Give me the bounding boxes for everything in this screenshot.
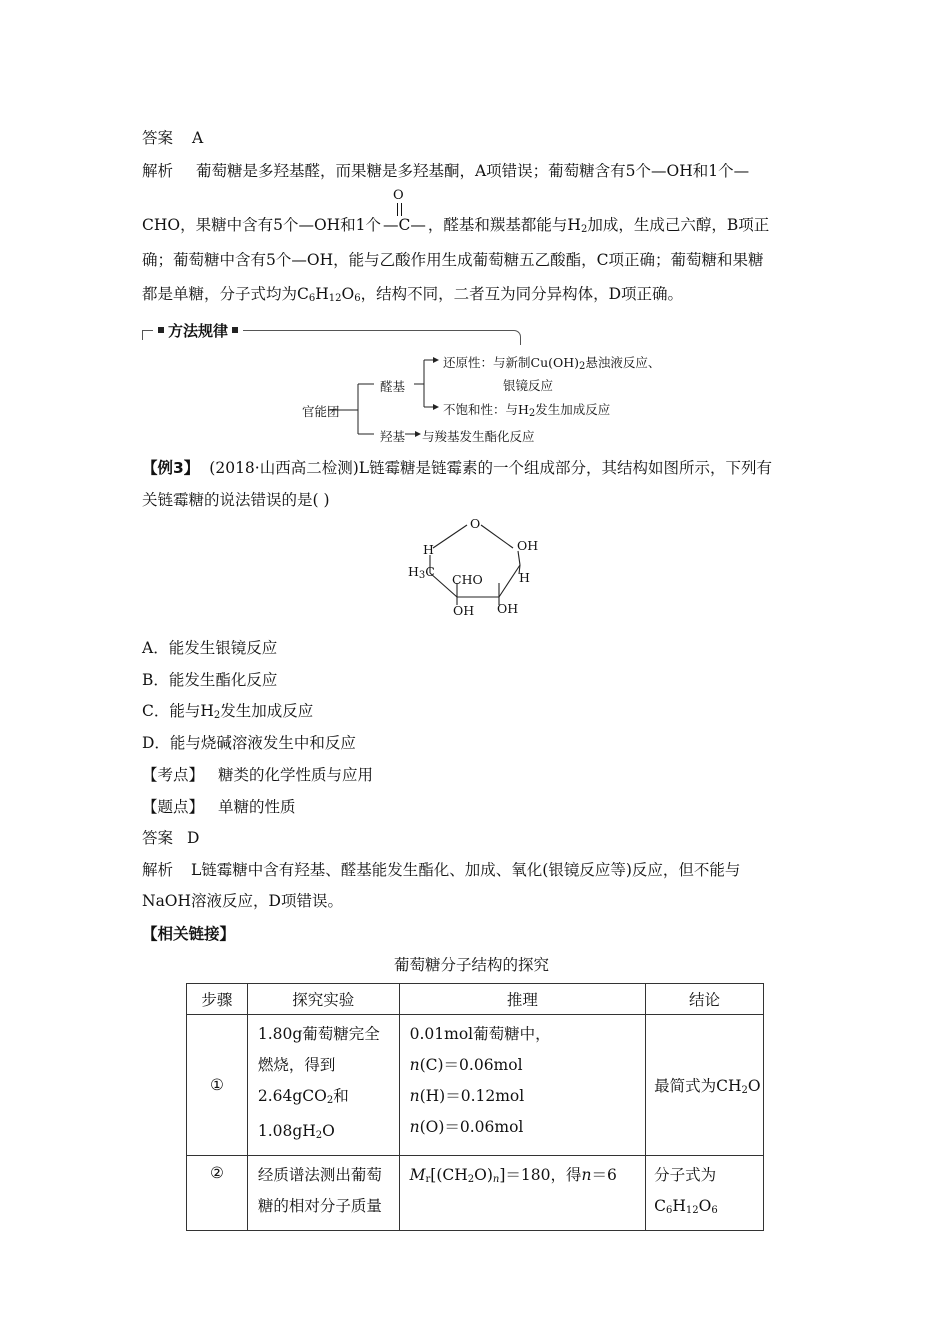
analysis-line-4: 都是单糖，分子式均为$C_6H_{12}O_6$，结构不同，二者互为同分异构体，D项正确。	[142, 285, 684, 304]
h-right: H	[519, 570, 530, 585]
square-bullet-icon	[232, 327, 238, 333]
header-conclusion: 结论	[646, 984, 764, 1015]
method-title: 方法规律	[153, 320, 243, 341]
answer-line	[142, 126, 203, 148]
diagram-reducing: 还原性：与新制$Cu(OH)_2$悬浊液反应、	[443, 355, 661, 372]
oh-bottom-1: OH	[453, 603, 475, 618]
diagram-unsaturation: 不饱和性：与$H_2$发生加成反应	[443, 402, 611, 419]
tidian-line: 【题点】 单糖的性质	[142, 798, 296, 816]
reasoning-cell: $M_r[(CH_2O)_n]=180$，得n＝6	[399, 1156, 646, 1231]
conclusion-cell: 分子式为 $C_6H_{12}O_6$	[646, 1156, 764, 1231]
example3-line-2: 关链霉糖的说法错误的是( )	[142, 491, 330, 509]
glucose-structure-table	[186, 983, 764, 1231]
oh-right: OH	[517, 538, 539, 553]
double-bond	[397, 203, 398, 216]
analysis2-line-2: NaOH溶液反应，D项错误。	[142, 892, 343, 910]
h-left: H	[423, 542, 434, 557]
experiment-cell: 经质谱法测出葡萄 糖的相对分子质量	[247, 1156, 399, 1231]
kaodian-line: 【考点】 糖类的化学性质与应用	[142, 766, 374, 784]
analysis-line-2: CHO，果糖中含有5个—OH和1个 O —C— ，醛基和羰基都能与$H_2$加成，生成己六醇，B项正	[142, 188, 770, 235]
header-experiment: 探究实验	[247, 984, 399, 1015]
answer-value: A	[191, 129, 204, 147]
methyl-group: $H_3C$	[408, 564, 435, 581]
diagram-aldehyde: 醛基	[380, 379, 406, 394]
conclusion-cell: 最简式为$CH_2O$	[646, 1015, 764, 1156]
example-tag: 【例3】	[142, 459, 200, 477]
square-bullet-icon	[158, 327, 164, 333]
option-c: C．能与$H_2$发生加成反应	[142, 702, 314, 721]
table-row	[187, 1015, 764, 1156]
option-d: D．能与烧碱溶液发生中和反应	[142, 734, 356, 752]
arrow-right-icon	[433, 357, 439, 363]
step-cell: ①	[187, 1015, 248, 1156]
step-cell: ②	[187, 1156, 248, 1231]
analysis2-line-1: 解析 L链霉糖中含有羟基、醛基能发生酯化、加成、氧化(银镜反应等)反应，但不能与	[142, 861, 741, 879]
arrow-right-icon	[433, 404, 439, 410]
diagram-hydroxyl: 羟基	[380, 429, 406, 444]
answer2-line: 答案 D	[142, 829, 200, 847]
diagram-silver: 银镜反应	[503, 378, 554, 393]
carbonyl-group: O —C—	[383, 188, 426, 234]
analysis-line-3: 确；葡萄糖中含有5个—OH，能与乙酸作用生成葡萄糖五乙酸酯，C项正确；葡萄糖和果糖	[142, 251, 764, 269]
example3-line-1: 【例3】 (2018·山西高二检测)L链霉糖是链霉素的一个组成部分，其结构如图所示，下列有	[142, 459, 773, 477]
answer-label: 答案	[142, 129, 174, 147]
header-reasoning: 推理	[399, 984, 646, 1015]
table-title: 葡萄糖分子结构的探究	[394, 956, 550, 974]
reasoning-cell: 0.01mol葡萄糖中， n(C)＝0.06mol n(H)＝0.12mol n(O)＝0.06mol	[399, 1015, 646, 1156]
header-step: 步骤	[187, 984, 248, 1015]
table-row	[187, 1156, 764, 1231]
diagram-ester: 与羧基发生酯化反应	[422, 429, 535, 444]
related-label: 【相关链接】	[142, 925, 236, 943]
option-b: B．能发生酯化反应	[142, 671, 278, 689]
oh-bottom-2: OH	[497, 601, 519, 616]
experiment-cell: 1.80g葡萄糖完全 燃烧，得到 2.64gCO$_2$和 $1.08gH_2O$	[247, 1015, 399, 1156]
arrow-right-icon	[415, 431, 421, 437]
option-a: A．能发生银镜反应	[142, 639, 278, 657]
cho-group: CHO	[452, 572, 483, 587]
ring-oxygen: O	[470, 516, 481, 531]
diagram-root: 官能团	[302, 404, 340, 419]
table-header-row	[187, 984, 764, 1015]
analysis-line-1: 解析 葡萄糖是多羟基醛，而果糖是多羟基酮，A项错误；葡萄糖含有5个—OH和1个—	[142, 162, 750, 180]
analysis-label: 解析	[142, 162, 174, 180]
